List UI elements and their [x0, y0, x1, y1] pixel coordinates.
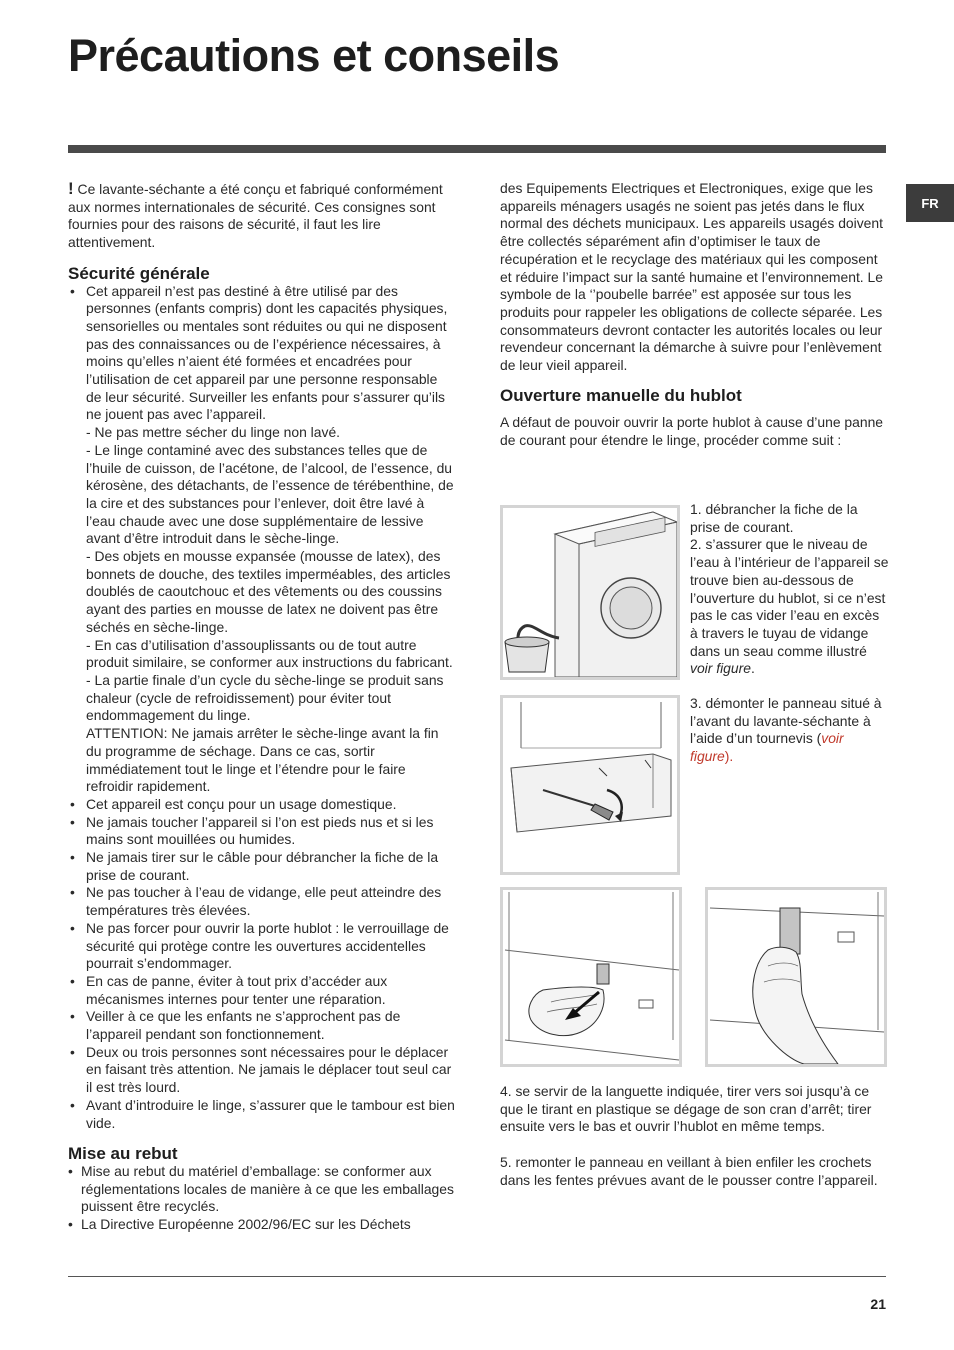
step-3-text: 3. démonter le panneau situé à l’avant du lavante-séchante à l’aide d’un tournevis ( [690, 695, 882, 747]
left-column [68, 180, 456, 1234]
title-rule [68, 145, 886, 153]
step-2-text: 2. s’assurer que le niveau de l’eau à l’intérieur de l’appareil se trouve bien au-dessous de l’ouverture du hublot, si ce n’est pas le cas vider l’eau en excès à travers le tuyau de vidange dans un seau comme illustré [690, 536, 889, 659]
language-tab: FR [906, 184, 954, 222]
list-item: • En cas de panne, éviter à tout prix d’accéder aux mécanismes internes pour tenter une réparation. [68, 973, 456, 1008]
hand-tab-illustration [708, 890, 884, 1064]
sub-item: - Ne pas mettre sécher du linge non lavé. [86, 424, 341, 441]
list-item [68, 283, 456, 796]
step-3-caption [690, 695, 890, 766]
list-item: • Veiller à ce que les enfants ne s’approchent pas de l’appareil pendant son fonctionnement. [68, 1008, 456, 1043]
sub-item: - Le linge contaminé avec des substances telles que de l’huile de cuisson, de l’acétone, de l’alcool, de l’essence, du kérosène, des détachants, de l’essence de térébenthine, de la cire et des substances pour l’enlever, doit être lavé à l’eau chaude avec une dose supplémentaire de lessive avant d’être introduit dans le sèche-linge. [86, 441, 454, 547]
list-item: • Ne jamais toucher l’appareil si l’on est pieds nus et si les mains sont mouillées ou humides. [68, 814, 456, 849]
figure-reference: voir figure [690, 730, 844, 765]
sub-item: - La partie finale d’un cycle du sèche-linge se produit sans chaleur (cycle de refroidissement) pour éviter tout endommagement du linge. [86, 671, 444, 724]
sub-item: - En cas d’utilisation d’assouplissants ou de tout autre produit similaire, se conformer aux instructions du fabricant. [86, 636, 453, 671]
pull-tab-illustration [503, 890, 679, 1064]
list-item: • La Directive Européenne 2002/96/EC sur les Déchets [68, 1216, 456, 1234]
rebut-heading: Mise au rebut [68, 1144, 178, 1164]
figure-panel-screwdriver [500, 695, 680, 875]
securite-list [68, 283, 456, 1133]
list-item: • Mise au rebut du matériel d’emballage: se conformer aux réglementations locales de manière à ce que les emballages puissent être recyclés. [68, 1163, 456, 1216]
figure-reference: voir figure [690, 660, 751, 677]
figure-hand-tab [705, 887, 887, 1067]
intro-text: Ce lavante-séchante a été conçu et fabriqué conformément aux normes internationales de sécurité. Ces consignes sont fournies pour des raisons de sécurité, il faut les lire attentivement. [68, 181, 443, 251]
list-item: • Avant d’introduire le linge, s’assurer que le tambour est bien vide. [68, 1097, 456, 1132]
page-title: Précautions et conseils [68, 30, 560, 81]
figure-drain-bucket [500, 505, 680, 680]
list-item: • Cet appareil est conçu pour un usage domestique. [68, 796, 456, 814]
page-number: 21 [870, 1296, 886, 1312]
hublot-intro: A défaut de pouvoir ouvrir la porte hublot à cause d’une panne de courant pour étendre le linge, procéder comme suit : [500, 414, 884, 449]
step-4-text: 4. se servir de la languette indiquée, tirer vers soi jusqu’à ce que le tirant en plastique se dégage de son cran d’arrêt; tirer ensuite vers le bas et ouvrir l’hublot en même temps. [500, 1083, 872, 1135]
hublot-heading: Ouverture manuelle du hublot [500, 385, 742, 405]
sub-item: ATTENTION: Ne jamais arrêter le sèche-linge avant la fin du programme de séchage. Dans ce cas, sortir immédiatement tout le linge et l’étendre pour le faire refroidir rapidement. [86, 725, 439, 795]
securite-heading: Sécurité générale [68, 263, 210, 283]
right-column [500, 180, 888, 450]
rebut-list [68, 1163, 456, 1234]
step-5-text: 5. remonter le panneau en veillant à bien enfiler les crochets dans les fentes prévues avant de le pousser contre l’appareil. [500, 1154, 878, 1188]
footer-rule [68, 1276, 886, 1277]
list-item: • Deux ou trois personnes sont nécessaires pour le déplacer en faisant très attention. Ne jamais le déplacer tout seul car il est très lourd. [68, 1044, 456, 1097]
list-item: • Ne pas forcer pour ouvrir la porte hublot : le verrouillage de sécurité qui protège contre les ouvertures accidentelles pourrait s’endommager. [68, 920, 456, 973]
list-item: • Ne jamais tirer sur le câble pour débrancher la fiche de la prise de courant. [68, 849, 456, 884]
step-1-2-caption [690, 501, 890, 678]
list-item-text: Cet appareil n’est pas destiné à être utilisé par des personnes (enfants compris) dont les capacités physiques, sensorielles ou mentales sont réduites ou qui ne disposent pas des connaissances ou de l’expérience nécessaires, à moins qu’elles n’aient été formées et encadrées pour l’utilisation de cet appareil par une personne responsable de leur sécurité. Surveiller les enfants pour s’assurer qu’ils ne jouent pas avec l’appareil. [86, 282, 448, 423]
list-item: • Ne pas toucher à l’eau de vidange, elle peut atteindre des températures très élevées. [68, 884, 456, 919]
intro-paragraph [68, 180, 456, 252]
step-3-end: ). [724, 748, 734, 765]
step-1-text: 1. débrancher la fiche de la prise de courant. [690, 501, 858, 535]
sub-item: - Des objets en mousse expansée (mousse de latex), des bonnets de douche, des textiles imperméables, des articles doublés de caoutchouc et des vêtements ou des coussins ayant des parties en mousse de latex ne doivent pas être séchés en sèche-linge. [86, 548, 451, 635]
rebut-continuation: des Equipements Electriques et Electroniques, exige que les appareils ménagers usagés ne soient pas jetés dans le flux normal des déchets municipaux. Les appareils usagés doivent être collectés séparément afin d’optimiser le taux de récupération et le recyclage des matériaux qui les composent et réduire l’impact sur la santé humaine et l’environnement. Le symbole de la ‘’poubelle barrée” est apposée sur tous les produits pour rappeler les obligations de collecte séparée. Les consommateurs devront contacter les autorités locales ou leur revendeur concernant la démarche à suivre pour l’enlèvement de leur vieil appareil. [500, 180, 883, 374]
panel-screwdriver-illustration [503, 698, 677, 872]
figure-pull-tab-down [500, 887, 682, 1067]
warning-mark: ! [68, 179, 74, 198]
step-2-end: . [751, 660, 755, 677]
washer-bucket-illustration [503, 508, 677, 677]
